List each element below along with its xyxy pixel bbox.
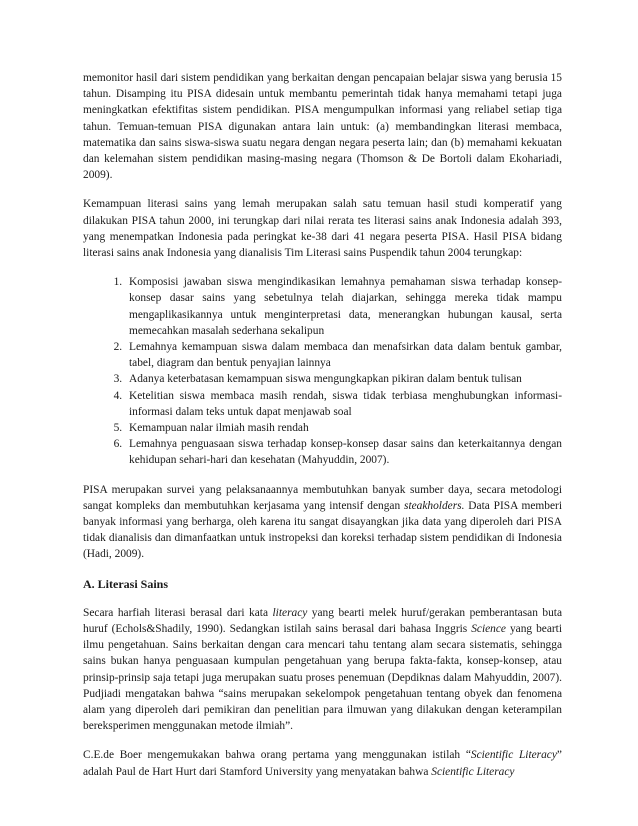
list-item: 5. Kemampuan nalar ilmiah masih rendah (125, 420, 562, 436)
text-run: yang bearti melek huruf/gerakan pemberantasan buta huruf (Echols&Shadily, 1990). Sedangkan istilah sains berasal dari bahasa Inggris (83, 606, 562, 635)
paragraph-pisa-intro: memonitor hasil dari sistem pendidikan yang berkaitan dengan pencapaian belajar siswa yang berusia 15 tahun. Disamping itu PISA didesain untuk membantu pemerintah tidak hanya memahami tetapi juga meningkatkan efektifitas sistem pendidikan. PISA mengumpulkan informasi yang reliabel setiap tiga tahun. Temuan-temuan PISA digunakan antara lain untuk: (a) membandingkan literasi membaca, matematika dan sains siswa-siswa suatu negara dengan negara peserta lain; dan (b) memahami kekuatan dan kelemahan sistem pendidikan masing-masing negara (Thomson & De Bortoli dalam Ekohariadi, 2009). (83, 72, 562, 182)
paragraph-pisa-survei (83, 482, 562, 563)
text-run: yang bearti ilmu pengetahuan. Sains berkaitan dengan cara mencari tahu tentang alam secara sistematis, sehingga sains bukan hanya penguasaan kumpulan pengetahuan yang berupa fakta-fakta, konsep-konsep, atau prinsip-prinsip saja tetapi juga merupakan suatu proses penemuan (Depdiknas dalam Mahyuddin, 2007). Pudjiadi mengatakan bahwa “sains merupakan sekelompok pengetahuan tentang obyek dan fenomena alam yang diperoleh dari pemikiran dan penelitian para ilmuwan yang dilakukan dengan keterampilan bereksperimen menggunakan metode ilmiah”. (83, 622, 562, 733)
paragraph-boer (83, 747, 562, 779)
list-item: 1. Komposisi jawaban siswa mengindikasikan lemahnya pemahaman siswa terhadap konsep-konsep dasar sains yang sebetulnya telah diajarkan, sehingga mereka tidak mampu mengaplikasikannya untuk menginterpretasi data, menerangkan hubungan kausal, serta memecahkan masalah sederhana sekalipun (125, 274, 562, 339)
italic-term: Science (471, 622, 506, 635)
paragraph-harfiah (83, 605, 562, 735)
text-run: Data PISA memberi banyak informasi yang berharga, oleh karena itu sangat disayangkan jika data yang diperoleh dari PISA tidak dianalisis dan dimanfaatkan untuk instropeksi dan koreksi terhadap sistem pendidikan di Indonesia (Hadi, 2009). (83, 499, 562, 561)
list-item: 2. Lemahnya kemampuan siswa dalam membaca dan menafsirkan data dalam bentuk gambar, tabel, diagram dan bentuk penyajian lainnya (125, 339, 562, 371)
findings-list (83, 274, 562, 468)
italic-term: steakholders. (404, 499, 465, 512)
italic-term: Scientific Literacy (470, 749, 557, 762)
text-run: C.E.de Boer mengemukakan bahwa orang pertama yang menggunakan istilah “ (83, 749, 471, 762)
text-run: Secara harfiah literasi berasal dari kata (83, 606, 273, 619)
text-run: PISA merupakan survei yang pelaksanaannya membutuhkan banyak sumber daya, secara metodologi sangat kompleks dan membutuhkan kerjasama yang intensif dengan (83, 483, 562, 512)
list-item: 3. Adanya keterbatasan kemampuan siswa mengungkapkan pikiran dalam bentuk tulisan (125, 371, 562, 387)
list-item: 4. Ketelitian siswa membaca masih rendah, siswa tidak terbiasa menghubungkan informasi-informasi dalam teks untuk dapat menjawab soal (125, 388, 562, 420)
italic-term: Scientific Literacy (431, 765, 515, 778)
list-item: 6. Lemahnya penguasaan siswa terhadap konsep-konsep dasar sains dan keterkaitannya dengan kehidupan sehari-hari dan kesehatan (Mahyuddin, 2007). (125, 436, 562, 468)
italic-term: literacy (272, 606, 308, 619)
text-run: ” adalah Paul de Hart Hurt dari Stamford University yang menyatakan bahwa (83, 749, 562, 778)
paragraph-kemampuan-literasi: Kemampuan literasi sains yang lemah merupakan salah satu temuan hasil studi komperatif yang dilakukan PISA tahun 2000, ini terungkap dari nilai rerata tes literasi sains anak Indonesia adalah 393, yang menempatkan Indonesia pada peringkat ke-38 dari 41 negara peserta PISA. Hasil PISA bidang literasi sains anak Indonesia yang dianalisis Tim Literasi sains Puspendik tahun 2004 terungkap: (83, 198, 562, 260)
section-heading: A. Literasi Sains (83, 576, 169, 591)
